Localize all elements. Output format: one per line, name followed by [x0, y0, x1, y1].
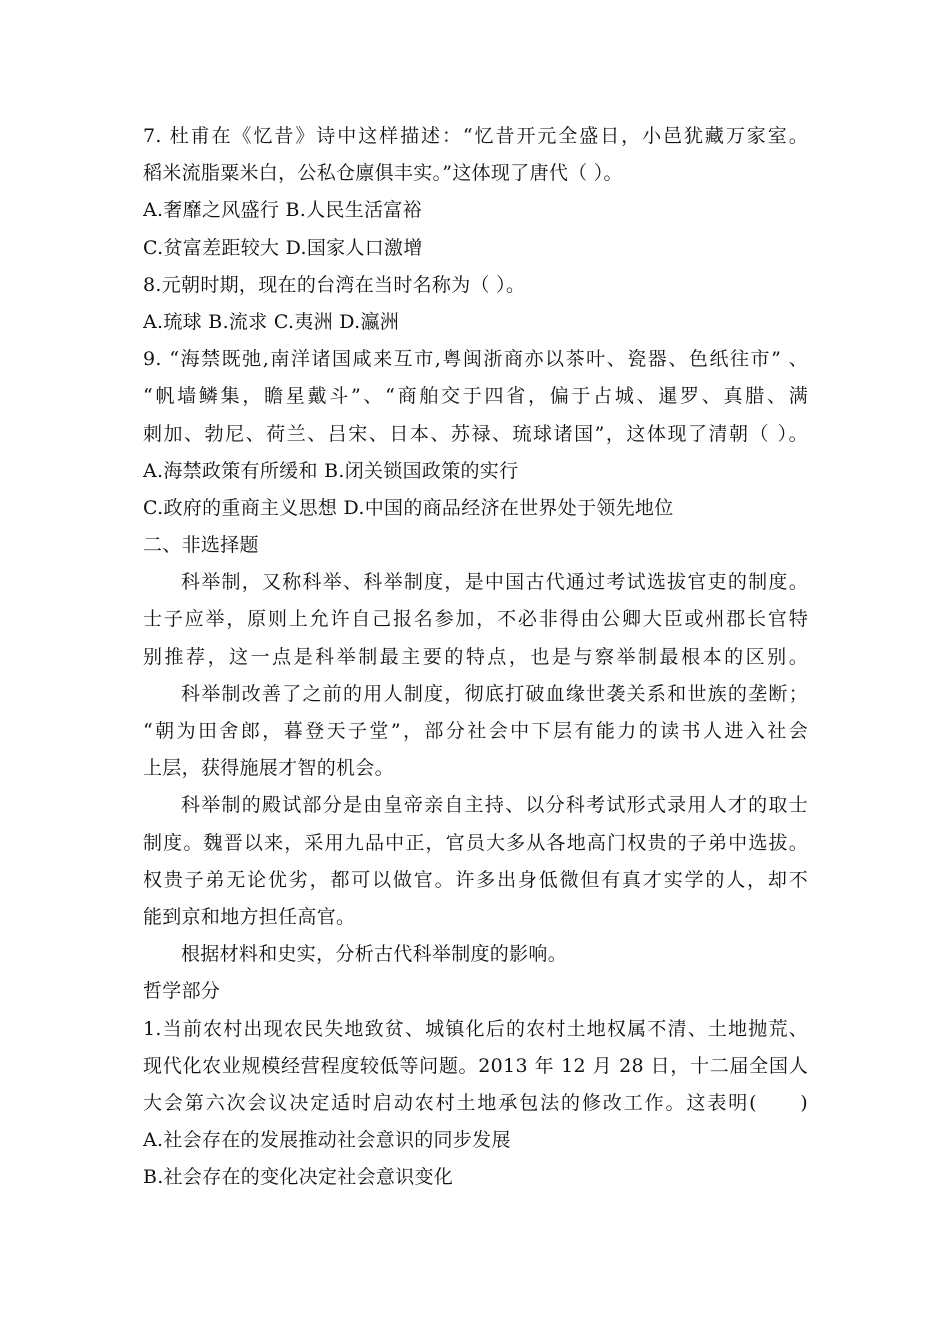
phil-q1-stem-line-2: 现代化农业规模经营程度较低等问题。2013 年 12 月 28 日，十二届全国人	[143, 1054, 808, 1077]
material-paragraph-3-line-1: 科举制的殿试部分是由皇帝亲自主持、以分科考试形式录用人才的取士	[181, 794, 808, 817]
material-paragraph-3-line-4: 能到京和地方担任高官。	[143, 905, 356, 928]
material-paragraph-1-line-1: 科举制，又称科举、科举制度，是中国古代通过考试选拔官吏的制度。	[181, 571, 808, 594]
q9-options-cd: C.政府的重商主义思想 D.中国的商品经济在世界处于领先地位	[143, 496, 674, 519]
material-paragraph-1-line-2: 士子应举，原则上允许自己报名参加，不必非得由公卿大臣或州郡长官特	[143, 608, 808, 631]
q9-stem-line-3: 刺加、勃尼、荷兰、吕宋、日本、苏禄、琉球诸国”，这体现了清朝（ ）。	[143, 422, 808, 445]
material-paragraph-3-line-2: 制度。魏晋以来，采用九品中正，官员大多从各地高门权贵的子弟中选拔。	[143, 831, 808, 854]
section-heading-non-choice: 二、非选择题	[143, 534, 259, 557]
q8-options: A.琉球 B.流求 C.夷洲 D.瀛洲	[143, 310, 400, 333]
essay-question-prompt: 根据材料和史实，分析古代科举制度的影响。	[181, 943, 568, 966]
material-paragraph-2-line-1: 科举制改善了之前的用人制度，彻底打破血缘世袭关系和世族的垄断；	[181, 682, 808, 705]
q9-stem-line-2: “帆墙鳞集，瞻星戴斗”、“商舶交于四省，偏于占城、暹罗、真腊、满	[143, 385, 808, 408]
q8-stem: 8.元朝时期，现在的台湾在当时名称为（ ）。	[143, 273, 526, 296]
q9-options-ab: A.海禁政策有所缓和 B.闭关锁国政策的实行	[143, 459, 519, 482]
material-paragraph-2-line-2: “朝为田舍郎，暮登天子堂”，部分社会中下层有能力的读书人进入社会	[143, 720, 808, 742]
q7-options-ab: A.奢靡之风盛行 B.人民生活富裕	[143, 199, 422, 222]
q9-stem-line-1: 9. “海禁既弛,南洋诸国咸来互市,粤闽浙商亦以茶叶、瓷器、色纸往市” 、	[143, 348, 808, 371]
material-paragraph-2-line-3: 上层，获得施展才智的机会。	[143, 757, 394, 780]
q7-stem-line-1: 7. 杜甫在《忆昔》诗中这样描述：“忆昔开元全盛日，小邑犹藏万家室。	[143, 125, 808, 147]
material-paragraph-3-line-3: 权贵子弟无论优劣，都可以做官。许多出身低微但有真才实学的人，却不	[143, 868, 808, 891]
section-heading-philosophy: 哲学部分	[143, 980, 221, 1003]
phil-q1-stem-line-3: 大会第六次会议决定适时启动农村土地承包法的修改工作。这表明( )	[143, 1091, 808, 1114]
document-page	[143, 118, 808, 1196]
phil-q1-option-a: A.社会存在的发展推动社会意识的同步发展	[143, 1129, 511, 1152]
q7-stem-line-2: 稻米流脂粟米白，公私仓廪俱丰实。”这体现了唐代（ ）。	[143, 162, 623, 185]
phil-q1-stem-line-1: 1.当前农村出现农民失地致贫、城镇化后的农村土地权属不清、土地抛荒、	[143, 1017, 808, 1040]
material-paragraph-1-line-3: 别推荐，这一点是科举制最主要的特点，也是与察举制最根本的区别。	[143, 645, 808, 668]
phil-q1-option-b: B.社会存在的变化决定社会意识变化	[143, 1166, 454, 1189]
q7-options-cd: C.贫富差距较大 D.国家人口激增	[143, 236, 423, 259]
